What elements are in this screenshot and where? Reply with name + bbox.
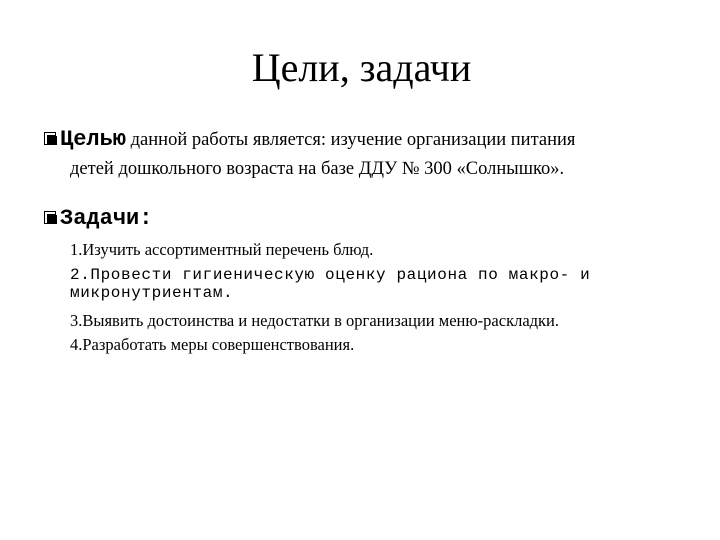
square-bullet-shape (44, 211, 56, 224)
square-bullet-icon (44, 211, 58, 227)
square-bullet-shape (44, 132, 56, 145)
slide-title: Цели, задачи (251, 45, 472, 90)
goal-line-2: детей дошкольного возраста на базе ДДУ № 300 «Солнышко». (70, 159, 565, 179)
goal-line1-text: данной работы является: изучение организации питания (126, 130, 576, 150)
task-item-4: 4.Разработать меры совершенствования. (70, 335, 355, 354)
goal-keyword: Целью (60, 127, 127, 152)
task-item-3: 3.Выявить достоинства и недостатки в организации меню-раскладки. (70, 311, 560, 330)
square-bullet-icon (44, 132, 58, 148)
task-item-1: 1.Изучить ассортиментный перечень блюд. (70, 240, 374, 259)
goal-line-1 (60, 128, 575, 152)
tasks-heading: Задачи: (60, 206, 153, 231)
task-item-2: 2.Провести гигиеническую оценку рациона по макро- и микронутриентам. (70, 266, 591, 302)
